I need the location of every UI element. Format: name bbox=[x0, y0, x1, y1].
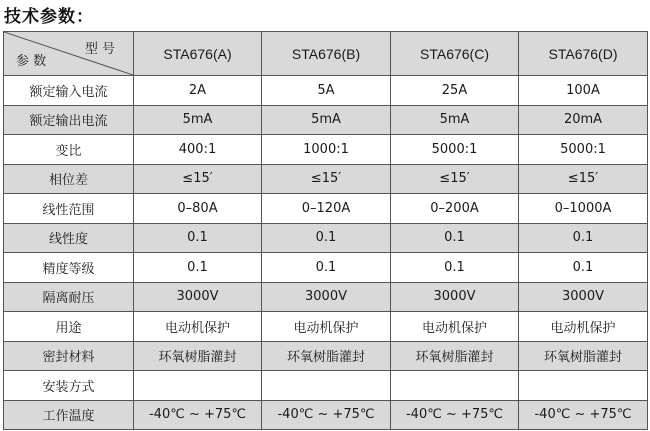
row-value: 5mA bbox=[262, 105, 391, 135]
table-row bbox=[4, 76, 648, 106]
row-value: -40℃ ~ +75℃ bbox=[262, 400, 391, 430]
row-value: 0.1 bbox=[134, 223, 262, 253]
row-label: 线性度 bbox=[4, 223, 134, 253]
row-value bbox=[262, 371, 391, 401]
row-label: 额定输入电流 bbox=[4, 76, 134, 106]
model-header-a: STA676(A) bbox=[134, 32, 262, 76]
row-value: ≤15′ bbox=[391, 164, 519, 194]
row-value: 0–1000A bbox=[519, 194, 648, 224]
row-value bbox=[519, 371, 648, 401]
row-value: 0.1 bbox=[391, 223, 519, 253]
row-value: 0.1 bbox=[262, 253, 391, 283]
table-row bbox=[4, 164, 648, 194]
row-value: -40℃ ~ +75℃ bbox=[391, 400, 519, 430]
row-value: 电动机保护 bbox=[134, 312, 262, 342]
row-value: -40℃ ~ +75℃ bbox=[134, 400, 262, 430]
row-label: 密封材料 bbox=[4, 341, 134, 371]
table-header-row bbox=[4, 32, 648, 76]
row-value: 环氧树脂灌封 bbox=[134, 341, 262, 371]
row-value: 3000V bbox=[262, 282, 391, 312]
table-row bbox=[4, 105, 648, 135]
model-header-c: STA676(C) bbox=[391, 32, 519, 76]
row-value: 0.1 bbox=[519, 253, 648, 283]
spec-table bbox=[3, 31, 648, 430]
table-row bbox=[4, 135, 648, 165]
row-value: 0–120A bbox=[262, 194, 391, 224]
row-label: 安装方式 bbox=[4, 371, 134, 401]
row-label: 工作温度 bbox=[4, 400, 134, 430]
row-value: ≤15′ bbox=[262, 164, 391, 194]
row-value bbox=[134, 371, 262, 401]
row-label: 线性范围 bbox=[4, 194, 134, 224]
row-value: 0–200A bbox=[391, 194, 519, 224]
row-value: 5mA bbox=[391, 105, 519, 135]
row-value: ≤15′ bbox=[134, 164, 262, 194]
row-value bbox=[391, 371, 519, 401]
row-value: 1000:1 bbox=[262, 135, 391, 165]
row-value: 5mA bbox=[134, 105, 262, 135]
table-row bbox=[4, 194, 648, 224]
row-value: -40℃ ~ +75℃ bbox=[519, 400, 648, 430]
table-row bbox=[4, 312, 648, 342]
row-value: ≤15′ bbox=[519, 164, 648, 194]
row-label: 变比 bbox=[4, 135, 134, 165]
row-value: 环氧树脂灌封 bbox=[519, 341, 648, 371]
row-value: 2A bbox=[134, 76, 262, 106]
table-row bbox=[4, 223, 648, 253]
table-row bbox=[4, 282, 648, 312]
row-value: 5000:1 bbox=[391, 135, 519, 165]
row-label: 相位差 bbox=[4, 164, 134, 194]
corner-label-param: 参 数 bbox=[16, 54, 47, 69]
row-value: 25A bbox=[391, 76, 519, 106]
row-value: 3000V bbox=[519, 282, 648, 312]
model-header-b: STA676(B) bbox=[262, 32, 391, 76]
row-value: 5A bbox=[262, 76, 391, 106]
row-value: 400:1 bbox=[134, 135, 262, 165]
row-label: 隔离耐压 bbox=[4, 282, 134, 312]
row-value: 20mA bbox=[519, 105, 648, 135]
section-title: 技术参数： bbox=[4, 7, 94, 27]
row-value: 0.1 bbox=[134, 253, 262, 283]
table-row bbox=[4, 341, 648, 371]
row-value: 0–80A bbox=[134, 194, 262, 224]
corner-cell bbox=[4, 32, 134, 76]
row-value: 5000:1 bbox=[519, 135, 648, 165]
corner-label-model: 型 号 bbox=[84, 42, 115, 57]
row-value: 0.1 bbox=[262, 223, 391, 253]
row-value: 电动机保护 bbox=[519, 312, 648, 342]
row-value: 环氧树脂灌封 bbox=[391, 341, 519, 371]
row-value: 0.1 bbox=[519, 223, 648, 253]
row-value: 100A bbox=[519, 76, 648, 106]
table-row bbox=[4, 253, 648, 283]
model-header-d: STA676(D) bbox=[519, 32, 648, 76]
row-label: 用途 bbox=[4, 312, 134, 342]
table-row bbox=[4, 400, 648, 430]
row-value: 3000V bbox=[134, 282, 262, 312]
table-row bbox=[4, 371, 648, 401]
row-value: 3000V bbox=[391, 282, 519, 312]
row-label: 精度等级 bbox=[4, 253, 134, 283]
row-value: 电动机保护 bbox=[262, 312, 391, 342]
row-value: 0.1 bbox=[391, 253, 519, 283]
row-value: 环氧树脂灌封 bbox=[262, 341, 391, 371]
row-label: 额定输出电流 bbox=[4, 105, 134, 135]
row-value: 电动机保护 bbox=[391, 312, 519, 342]
